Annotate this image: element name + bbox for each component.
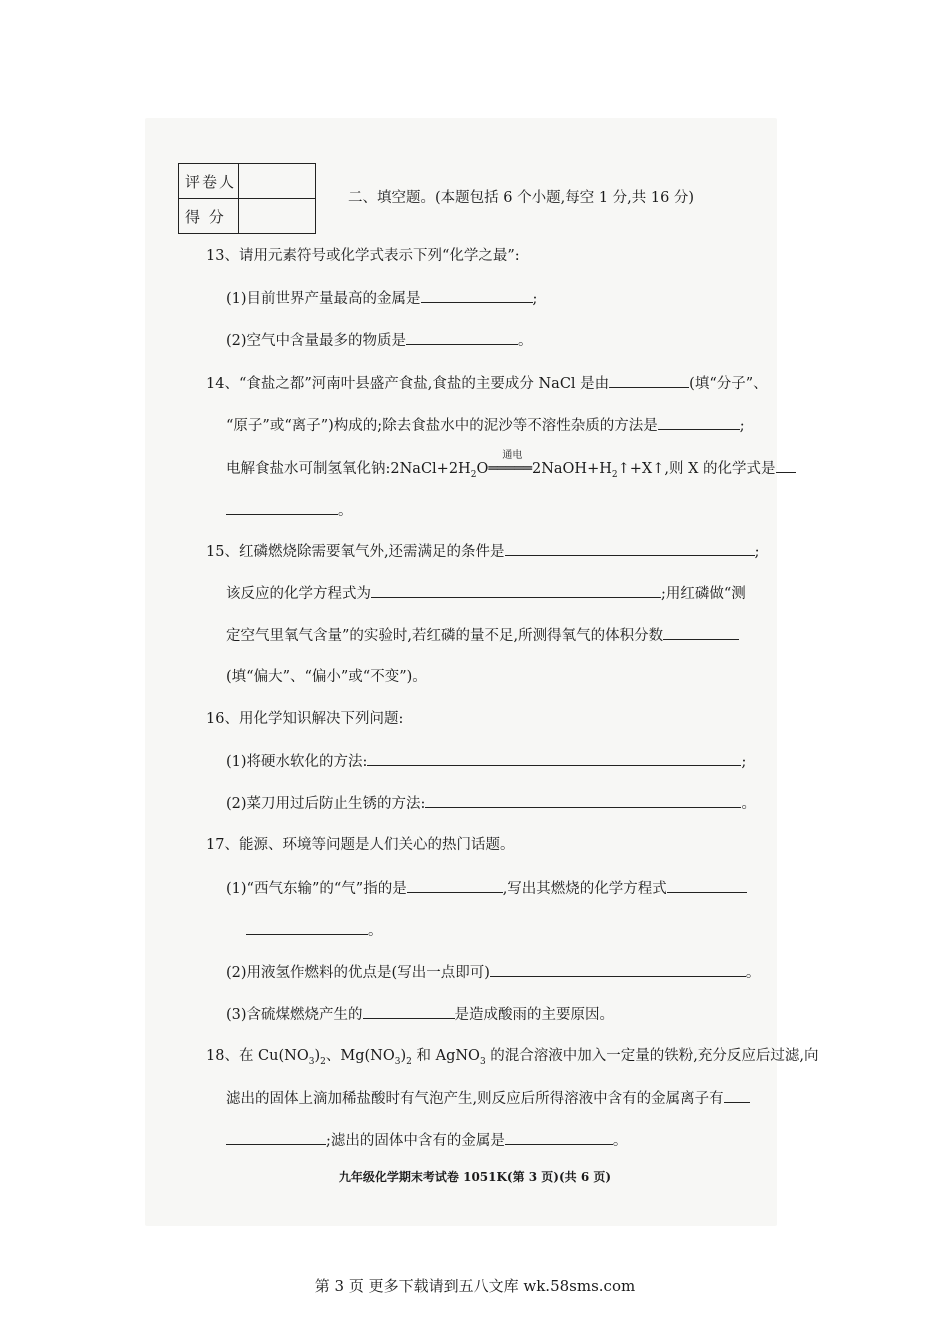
q14-blank2[interactable] xyxy=(658,415,740,430)
q18-line3: ;滤出的固体中含有的金属是 。 xyxy=(226,1130,627,1151)
q15-line4: (填“偏大”、“偏小”或“不变”)。 xyxy=(226,669,427,685)
score-label: 得 分 xyxy=(179,199,239,234)
q13-blank2[interactable] xyxy=(406,330,518,345)
q18-blank2[interactable] xyxy=(505,1130,613,1145)
q16-stem: 16、用化学知识解决下列问题: xyxy=(206,711,404,727)
site-footer: 第 3 页 更多下载请到五八文库 wk.58sms.com xyxy=(314,1277,636,1295)
q17-part1-cont: 。 xyxy=(246,920,383,941)
q18-line2: 滤出的固体上滴加稀盐酸时有气泡产生,则反应后所得溶液中含有的金属离子有 xyxy=(226,1088,750,1109)
q18-blank1b[interactable] xyxy=(226,1130,326,1145)
q14-line2: “原子”或“离子”)构成的;除去食盐水中的泥沙等不溶性杂质的方法是 ; xyxy=(226,415,745,436)
q13-blank1[interactable] xyxy=(421,288,533,303)
q17-blank4[interactable] xyxy=(363,1004,455,1019)
q17-part2: (2)用液氢作燃料的优点是(写出一点即可) 。 xyxy=(226,962,760,983)
q17-blank2a[interactable] xyxy=(667,878,747,893)
q13-part2: (2)空气中含量最多的物质是 。 xyxy=(226,330,533,351)
q14-line4: 。 xyxy=(226,500,353,521)
grader-table xyxy=(178,163,316,234)
reaction-condition: 通电 ═════ xyxy=(488,450,532,477)
q16-blank2[interactable] xyxy=(425,793,741,808)
q13-part1: (1)目前世界产量最高的金属是 ; xyxy=(226,288,537,309)
q15-line2: 该反应的化学方程式为 ;用红磷做“测 xyxy=(226,583,746,604)
reviewer-label: 评卷人 xyxy=(179,164,239,199)
q14-line1: 14、“食盐之都”河南叶县盛产食盐,食盐的主要成分 NaCl 是由 (填“分子”、 xyxy=(206,373,768,394)
q17-blank1[interactable] xyxy=(407,878,503,893)
q15-line1: 15、红磷燃烧除需要氧气外,还需满足的条件是 ; xyxy=(206,541,759,562)
section-title: 二、填空题。(本题包括 6 个小题,每空 1 分,共 16 分) xyxy=(348,190,695,206)
q17-part1: (1)“西气东输”的“气”指的是 ,写出其燃烧的化学方程式 xyxy=(226,878,747,899)
q13-stem: 13、请用元素符号或化学式表示下列“化学之最”: xyxy=(206,248,520,264)
q18-blank1a[interactable] xyxy=(724,1088,750,1103)
q16-blank1[interactable] xyxy=(367,751,741,766)
q17-blank2b[interactable] xyxy=(246,920,368,935)
reviewer-box xyxy=(239,164,316,199)
q16-part1: (1)将硬水软化的方法: ; xyxy=(226,751,746,772)
score-box xyxy=(239,199,316,234)
q15-blank2[interactable] xyxy=(371,583,661,598)
q14-blank3a[interactable] xyxy=(776,458,796,473)
q14-blank3b[interactable] xyxy=(226,500,338,515)
q17-stem: 17、能源、环境等问题是人们关心的热门话题。 xyxy=(206,837,515,853)
q14-line3: 电解食盐水可制氢氧化钠$:2NaCl+2H_2O$ 通电 $═════2NaOH+H_2↑+X↑$,则 X 的化学式是 xyxy=(226,458,796,479)
q16-part2: (2)菜刀用过后防止生锈的方法: 。 xyxy=(226,793,756,814)
q15-blank1[interactable] xyxy=(505,541,755,556)
q17-blank3[interactable] xyxy=(490,962,746,977)
q15-blank3[interactable] xyxy=(663,625,739,640)
q15-line3: 定空气里氧气含量”的实验时,若红磷的量不足,所测得氧气的体积分数 xyxy=(226,625,739,646)
q14-blank1[interactable] xyxy=(609,373,689,388)
exam-footer: 九年级化学期末考试卷 1051K(第 3 页)(共 6 页) xyxy=(338,1170,612,1184)
q18-line1: 18、在 $Cu(NO_3)_2$、$Mg(NO_3)_2$ 和 AgNO$_3$ 的混合溶液中加入一定量的铁粉,充分反应后过滤,向 xyxy=(206,1048,819,1067)
q17-part3: (3)含硫煤燃烧产生的 是造成酸雨的主要原因。 xyxy=(226,1004,614,1025)
